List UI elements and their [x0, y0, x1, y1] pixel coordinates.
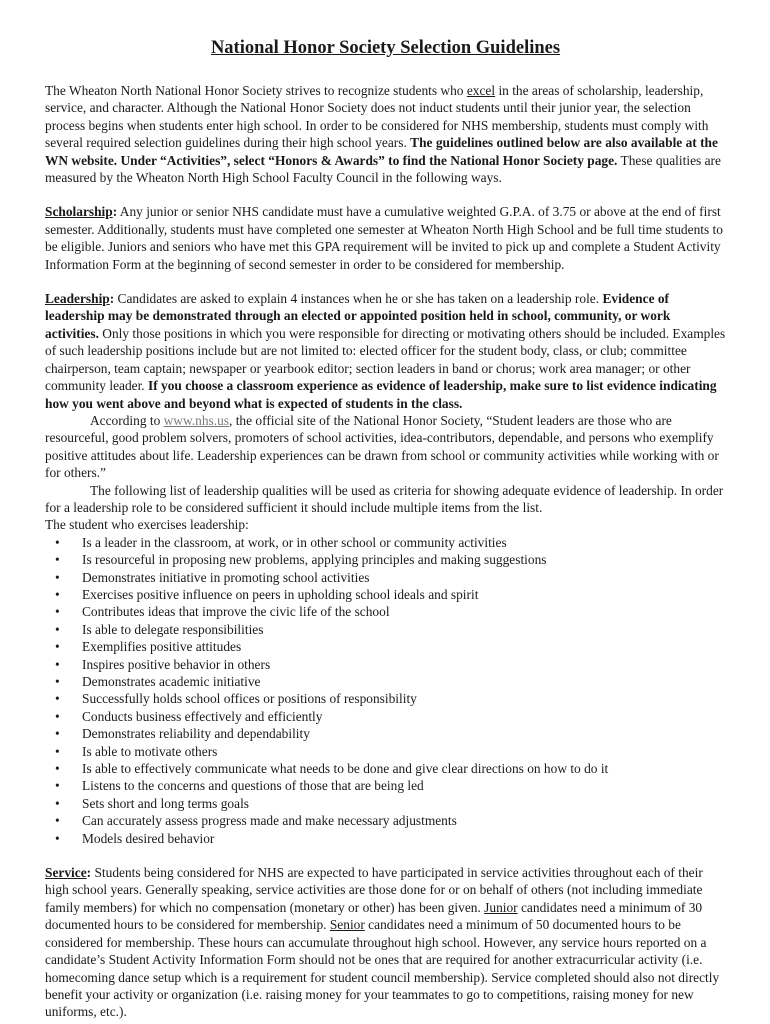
- list-item: [45, 690, 726, 707]
- list-item-text: Demonstrates reliability and dependability: [82, 726, 310, 742]
- list-item: [45, 795, 726, 812]
- bullet-icon: •: [55, 534, 60, 550]
- list-item-text: Conducts business effectively and efficiently: [82, 708, 323, 724]
- bullet-icon: •: [55, 761, 60, 777]
- list-item-text: Is a leader in the classroom, at work, or in other school or community activities: [82, 534, 507, 550]
- service-paragraph: Service: Students being considered for NHS are expected to have participated in service activities throughout each of their high school years. Generally speaking, service activities are those done for or on behalf of others (not including immediate family members) for which no compensation (monetary or other) has been given. Junior candidates need a minimum of 30 documented hours to be considered for membership. Senior candidates need a minimum of 50 documented hours to be considered for membership. These hours can accumulate throughout high school. However, any service hours reported on a candidate’s Student Activity Information Form should not be ones that are required for another extracurricular activity (i.e. homecoming dance setup which is a requirement for student council membership). Service completed should also not directly benefit your activity or organization (i.e. raising money for your teammates to go to competitions, raising money for new uniforms, etc.).: [45, 865, 720, 1020]
- list-item-text: Is able to motivate others: [82, 743, 218, 759]
- bullet-icon: •: [55, 743, 60, 759]
- list-item-text: Is able to delegate responsibilities: [82, 621, 264, 637]
- intro-paragraph: The Wheaton North National Honor Society strives to recognize students who excel in the areas of scholarship, leadership, service, and character. Although the National Honor Society does not induct students until their junior year, the selection process begins when students enter high school. In order to be considered for NHS membership, students must comply with several required selection guidelines during their high school years. The guidelines outlined below are also available at the WN website. Under “Activities”, select “Honors & Awards” to find the National Honor Society page. These qualities are measured by the Wheaton North High School Faculty Council in the following ways.: [45, 83, 721, 186]
- list-item: [45, 638, 726, 655]
- list-item: [45, 777, 726, 794]
- list-item-text: Successfully holds school offices or positions of responsibility: [82, 691, 417, 707]
- list-item: [45, 708, 726, 725]
- bullet-icon: •: [55, 569, 60, 585]
- excel-underlined: excel: [466, 83, 496, 98]
- service-heading: Service: [45, 865, 87, 881]
- bullet-icon: •: [55, 621, 60, 637]
- list-item: [45, 569, 726, 586]
- leadership-heading: Leadership: [45, 291, 110, 307]
- nhs-website-link[interactable]: www.nhs.us: [163, 412, 229, 428]
- list-item: [45, 673, 726, 690]
- list-item: [45, 725, 726, 742]
- list-item-text: Demonstrates initiative in promoting school activities: [82, 569, 370, 585]
- bullet-icon: •: [55, 778, 60, 794]
- list-item-text: Is able to effectively communicate what needs to be done and give clear directions on how to do it: [82, 761, 609, 777]
- bullet-icon: •: [55, 552, 60, 568]
- list-item: [45, 830, 726, 847]
- bullet-icon: •: [55, 708, 60, 724]
- list-item-text: Exemplifies positive attitudes: [82, 639, 242, 655]
- spacer: [45, 186, 726, 203]
- list-item-text: Sets short and long terms goals: [82, 795, 249, 811]
- list-item-text: Is resourceful in proposing new problems, applying principles and making suggestions: [82, 552, 547, 568]
- spacer: [45, 273, 726, 290]
- website-note: The guidelines outlined below are also available at the WN website. Under “Activities”, select “Honors & Awards” to find the National Honor Society page.: [45, 135, 718, 168]
- junior-underlined: Junior: [484, 899, 518, 915]
- scholarship-heading: Scholarship: [45, 204, 113, 220]
- senior-underlined: Senior: [329, 917, 365, 933]
- bullet-icon: •: [55, 691, 60, 707]
- scholarship-paragraph: Scholarship: Any junior or senior NHS candidate must have a cumulative weighted G.P.A. of 3.75 or above at the end of first semester. Additionally, students must have completed one semester at Wheaton North High School and be full time students to be eligible. Juniors and seniors who have met this GPA requirement will be invited to pick up and complete a Student Activity Information Form at the beginning of second semester in order to be considered for membership.: [45, 204, 723, 272]
- page-title: National Honor Society Selection Guidelines: [210, 38, 561, 58]
- list-item: [45, 534, 726, 551]
- list-item-text: Can accurately assess progress made and make necessary adjustments: [82, 813, 457, 829]
- leadership-criteria-paragraph: The following list of leadership qualities will be used as criteria for showing adequate evidence of leadership. In order for a leadership role to be considered sufficient it should include multiple items from the list.: [45, 482, 724, 515]
- leadership-list-intro: The student who exercises leadership:: [45, 517, 249, 533]
- leadership-quote-paragraph: According to www.nhs.us, the official site of the National Honor Society, “Student leaders are those who are resourceful, good problem solvers, promoters of school activities, idea-contributors, dependable, and persons who exemplify positive attitudes about life. Leadership experiences can be drawn from school or community activities while working with or for others.”: [45, 412, 719, 481]
- spacer: [45, 847, 726, 864]
- bullet-icon: •: [55, 586, 60, 602]
- list-item-text: Exercises positive influence on peers in upholding school ideals and spirit: [82, 586, 479, 602]
- bullet-icon: •: [55, 639, 60, 655]
- bullet-icon: •: [55, 604, 60, 620]
- list-item: [45, 551, 726, 568]
- list-item-text: Listens to the concerns and questions of those that are being led: [82, 778, 424, 794]
- list-item-text: Contributes ideas that improve the civic life of the school: [82, 604, 390, 620]
- list-item: [45, 656, 726, 673]
- bullet-icon: •: [55, 656, 60, 672]
- list-item-text: Models desired behavior: [82, 830, 215, 846]
- bullet-icon: •: [55, 726, 60, 742]
- list-item: [45, 812, 726, 829]
- bullet-icon: •: [55, 674, 60, 689]
- bullet-icon: •: [55, 795, 60, 811]
- bullet-icon: •: [55, 830, 60, 846]
- leadership-qualities-list: [45, 534, 726, 847]
- list-item-text: Inspires positive behavior in others: [82, 656, 271, 672]
- list-item: [45, 603, 726, 620]
- list-item: [45, 760, 726, 777]
- list-item: [45, 586, 726, 603]
- list-item-text: Demonstrates academic initiative: [82, 674, 261, 689]
- list-item: [45, 743, 726, 760]
- leadership-paragraph: Leadership: Candidates are asked to explain 4 instances when he or she has taken on a leadership role. Evidence of leadership may be demonstrated through an elected or appointed position held in school, community, or work activities. Only those positions in which you were responsible for directing or motivating others should be included. Examples of such leadership positions include but are not limited to: elected officer for the student body, class, or club; committee chairperson, team captain; newspaper or yearbook editor; section leaders in band or chorus; work area manager; or other community leader. If you choose a classroom experience as evidence of leadership, make sure to list evidence indicating how you went above and beyond what is expected of students in the class.: [45, 291, 726, 411]
- list-item: [45, 621, 726, 638]
- bullet-icon: •: [55, 813, 60, 829]
